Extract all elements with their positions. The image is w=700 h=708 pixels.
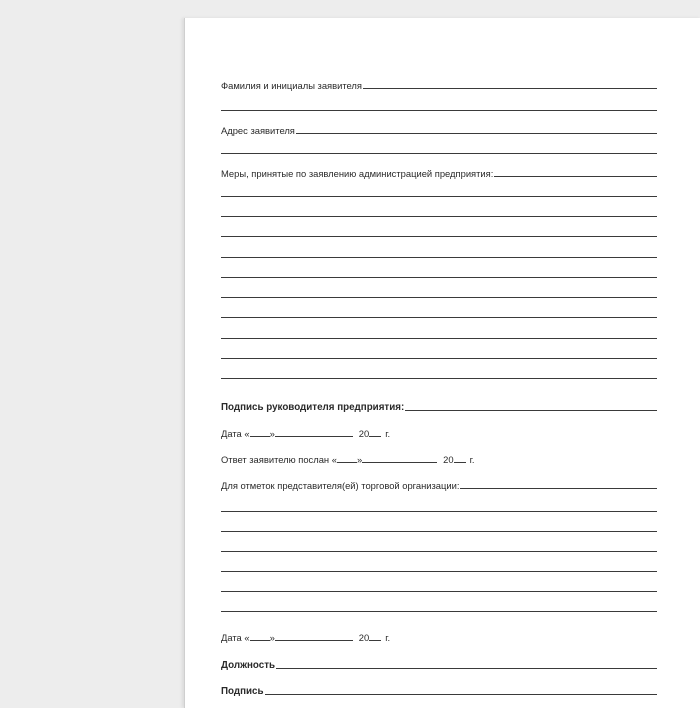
date-field-1[interactable] [221, 428, 657, 439]
measures-line[interactable] [221, 317, 657, 318]
reply-sent-field[interactable] [221, 454, 657, 465]
reply-day-blank[interactable] [337, 462, 357, 463]
date-mid: » [269, 632, 275, 643]
date-year-blank[interactable] [369, 436, 381, 437]
position-blank[interactable] [276, 668, 657, 669]
measures-line[interactable] [221, 196, 657, 197]
date-month-blank[interactable] [275, 640, 353, 641]
signature-field[interactable] [221, 686, 657, 697]
date-day-blank[interactable] [250, 640, 270, 641]
applicant-address-field[interactable] [221, 125, 657, 136]
measures-line[interactable] [221, 236, 657, 237]
trade-org-line[interactable] [221, 591, 657, 592]
manager-signature-label: Подпись руководителя предприятия: [221, 402, 405, 413]
date-year-suffix: г. [385, 428, 391, 439]
trade-org-blank[interactable] [460, 488, 657, 489]
measures-line[interactable] [221, 358, 657, 359]
trade-org-line[interactable] [221, 551, 657, 552]
reply-sent-prefix: Ответ заявителю послан « [221, 454, 337, 465]
date-field-2[interactable] [221, 632, 657, 643]
position-label: Должность [221, 660, 276, 671]
date-prefix: Дата « [221, 428, 250, 439]
trade-org-label: Для отметок представителя(ей) торговой организации: [221, 480, 460, 491]
position-field[interactable] [221, 660, 657, 671]
applicant-name-label: Фамилия и инициалы заявителя [221, 80, 362, 91]
measures-line[interactable] [221, 257, 657, 258]
measures-line[interactable] [221, 378, 657, 379]
measures-line[interactable] [221, 297, 657, 298]
date-year-suffix: г. [385, 632, 391, 643]
manager-signature-blank[interactable] [405, 410, 657, 411]
measures-field[interactable] [221, 168, 657, 179]
trade-org-line[interactable] [221, 531, 657, 532]
applicant-name-field[interactable] [221, 80, 657, 91]
applicant-address-line-2[interactable] [221, 153, 657, 154]
trade-org-line[interactable] [221, 611, 657, 612]
manager-signature-field[interactable] [221, 402, 657, 413]
applicant-name-blank[interactable] [363, 88, 657, 89]
measures-line[interactable] [221, 338, 657, 339]
reply-month-blank[interactable] [362, 462, 437, 463]
applicant-name-line-2[interactable] [221, 110, 657, 111]
trade-org-line[interactable] [221, 511, 657, 512]
signature-blank[interactable] [265, 694, 657, 695]
trade-org-field[interactable] [221, 480, 657, 491]
signature-label: Подпись [221, 686, 264, 697]
reply-sent-mid: » [356, 454, 363, 465]
reply-year-suffix: г. [469, 454, 475, 465]
date-day-blank[interactable] [250, 436, 270, 437]
reply-year-blank[interactable] [454, 462, 466, 463]
applicant-address-blank[interactable] [296, 133, 657, 134]
measures-label: Меры, принятые по заявлению администрацией предприятия: [221, 168, 494, 179]
applicant-address-label: Адрес заявителя [221, 125, 295, 136]
reply-year-prefix: 20 [443, 454, 454, 465]
date-year-blank[interactable] [369, 640, 381, 641]
date-year-prefix: 20 [358, 428, 370, 439]
measures-blank[interactable] [494, 176, 657, 177]
date-mid: » [269, 428, 275, 439]
trade-org-line[interactable] [221, 571, 657, 572]
date-year-prefix: 20 [358, 632, 370, 643]
date-month-blank[interactable] [275, 436, 353, 437]
measures-line[interactable] [221, 216, 657, 217]
date-prefix: Дата « [221, 632, 250, 643]
form-page [184, 18, 700, 708]
measures-line[interactable] [221, 277, 657, 278]
